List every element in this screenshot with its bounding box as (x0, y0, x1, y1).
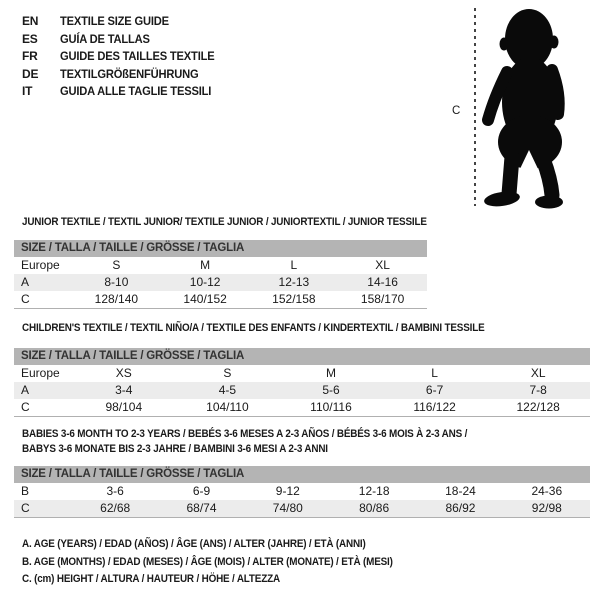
lang-row-fr (22, 48, 226, 66)
table-cell: 116/122 (413, 400, 456, 414)
table-cell: 92/98 (531, 501, 562, 515)
table-cell: 18-24 (445, 484, 476, 498)
row-label: Europe (21, 366, 60, 380)
lang-row-it (22, 83, 226, 101)
table-row-height (14, 399, 590, 416)
table-cell: 158/170 (360, 292, 405, 306)
size-header-label: SIZE / TALLA / TAILLE / GRÖSSE / TAGLIA (21, 468, 245, 480)
height-measure-line (474, 8, 476, 206)
table-cell: 128/140 (94, 292, 139, 306)
children-section-heading: CHILDREN'S TEXTILE / TEXTIL NIÑO/A / TEXTILE DES ENFANTS / KINDERTEXTIL / BAMBINI TESSILE (22, 322, 485, 334)
table-cell: S (223, 366, 232, 380)
junior-section-heading: JUNIOR TEXTILE / TEXTIL JUNIOR/ TEXTILE JUNIOR / JUNIORTEXTIL / JUNIOR TESSILE (22, 216, 427, 228)
row-label: A (21, 383, 30, 397)
table-cell: 122/128 (516, 400, 560, 414)
row-label: C (21, 501, 30, 515)
lang-code: DE (22, 66, 39, 81)
language-title-block (22, 13, 226, 101)
lang-row-es (22, 31, 226, 49)
table-cell: L (431, 366, 438, 380)
table-cell: XL (375, 258, 390, 272)
lang-title: TEXTILE SIZE GUIDE (60, 14, 169, 28)
babies-size-table (14, 466, 590, 518)
size-header-bar (14, 348, 590, 365)
table-cell: 6-9 (192, 484, 211, 498)
row-label: Europe (21, 258, 60, 272)
size-header-label: SIZE / TALLA / TAILLE / GRÖSSE / TAGLIA (21, 350, 245, 362)
lang-title: GUIDE DES TAILLES TEXTILE (60, 49, 215, 63)
table-cell: 3-6 (106, 484, 124, 498)
table-cell: 86/92 (445, 501, 476, 515)
baby-silhouette-icon (481, 4, 597, 210)
table-cell: 110/116 (310, 400, 352, 414)
table-row-height (14, 291, 427, 308)
table-cell: 98/104 (105, 400, 143, 414)
lang-code: IT (22, 84, 33, 98)
table-cell: 12-13 (278, 275, 310, 289)
lang-title: GUÍA DE TALLAS (60, 31, 150, 46)
table-row-age (14, 382, 590, 399)
lang-row-de (22, 66, 226, 84)
legend-age-months: B. AGE (MONTHS) / EDAD (MESES) / ÂGE (MOIS) / ALTER (MONATE) / ETÀ (MESI) (22, 555, 393, 568)
table-cell: 14-16 (367, 275, 398, 289)
table-cell: 62/68 (100, 501, 131, 515)
size-header-label: SIZE / TALLA / TAILLE / GRÖSSE / TAGLIA (21, 242, 245, 254)
babies-heading-line1: BABIES 3-6 MONTH TO 2-3 YEARS / BEBÉS 3-6 MESES A 2-3 AÑOS / BÉBÉS 3-6 MOIS À 2-3 ANS / (22, 428, 468, 440)
table-cell: XL (530, 366, 546, 380)
row-label: C (21, 292, 30, 306)
table-cell: 10-12 (189, 275, 221, 289)
height-measure-label: C (452, 105, 461, 117)
table-cell: M (325, 366, 336, 380)
row-label: C (21, 400, 30, 414)
table-cell: S (112, 258, 121, 272)
table-cell: 74/80 (272, 501, 303, 515)
lang-code: ES (22, 31, 38, 46)
table-cell: 24-36 (531, 484, 563, 498)
table-cell: 5-6 (322, 383, 340, 397)
table-cell: 9-12 (275, 484, 300, 498)
table-cell: M (200, 258, 211, 272)
children-size-table (14, 348, 590, 417)
babies-heading-line2: BABYS 3-6 MONATE BIS 2-3 JAHRE / BAMBINI 3-6 MESI A 2-3 ANNI (22, 443, 328, 455)
table-row-height (14, 500, 590, 517)
lang-title: GUIDA ALLE TAGLIE TESSILI (60, 84, 212, 98)
size-header-bar (14, 240, 427, 257)
table-cell: 104/110 (206, 400, 249, 414)
table-row-europe (14, 365, 590, 382)
legend-block (22, 536, 434, 589)
table-cell: 80/86 (359, 501, 390, 515)
legend-height-cm: C. (cm) HEIGHT / ALTURA / HAUTEUR / HÖHE / ALTEZZA (22, 573, 280, 585)
lang-row-en (22, 13, 226, 31)
size-header-bar (14, 466, 590, 483)
legend-age-years: A. AGE (YEARS) / EDAD (AÑOS) / ÂGE (ANS) / ALTER (JAHRE) / ETÀ (ANNI) (22, 538, 366, 550)
lang-code: EN (22, 14, 39, 28)
table-cell: 68/74 (186, 501, 217, 515)
row-label: B (21, 484, 30, 498)
table-cell: 152/158 (272, 292, 316, 306)
table-cell: 7-8 (529, 383, 547, 397)
row-label: A (21, 275, 30, 289)
table-cell: 3-4 (115, 383, 133, 397)
table-cell: XS (115, 366, 132, 380)
table-cell: 6-7 (425, 383, 444, 397)
table-cell: 140/152 (183, 292, 227, 306)
junior-size-table (14, 240, 427, 309)
table-row-europe (14, 257, 427, 274)
table-cell: 4-5 (218, 383, 237, 397)
table-row-months (14, 483, 590, 500)
babies-section-heading (22, 427, 467, 457)
table-cell: 8-10 (104, 275, 129, 289)
table-row-age (14, 274, 427, 291)
lang-code: FR (22, 49, 38, 63)
table-cell: L (290, 258, 298, 272)
lang-title: TEXTILGRÖßENFÜHRUNG (60, 66, 199, 81)
table-cell: 12-18 (358, 484, 390, 498)
